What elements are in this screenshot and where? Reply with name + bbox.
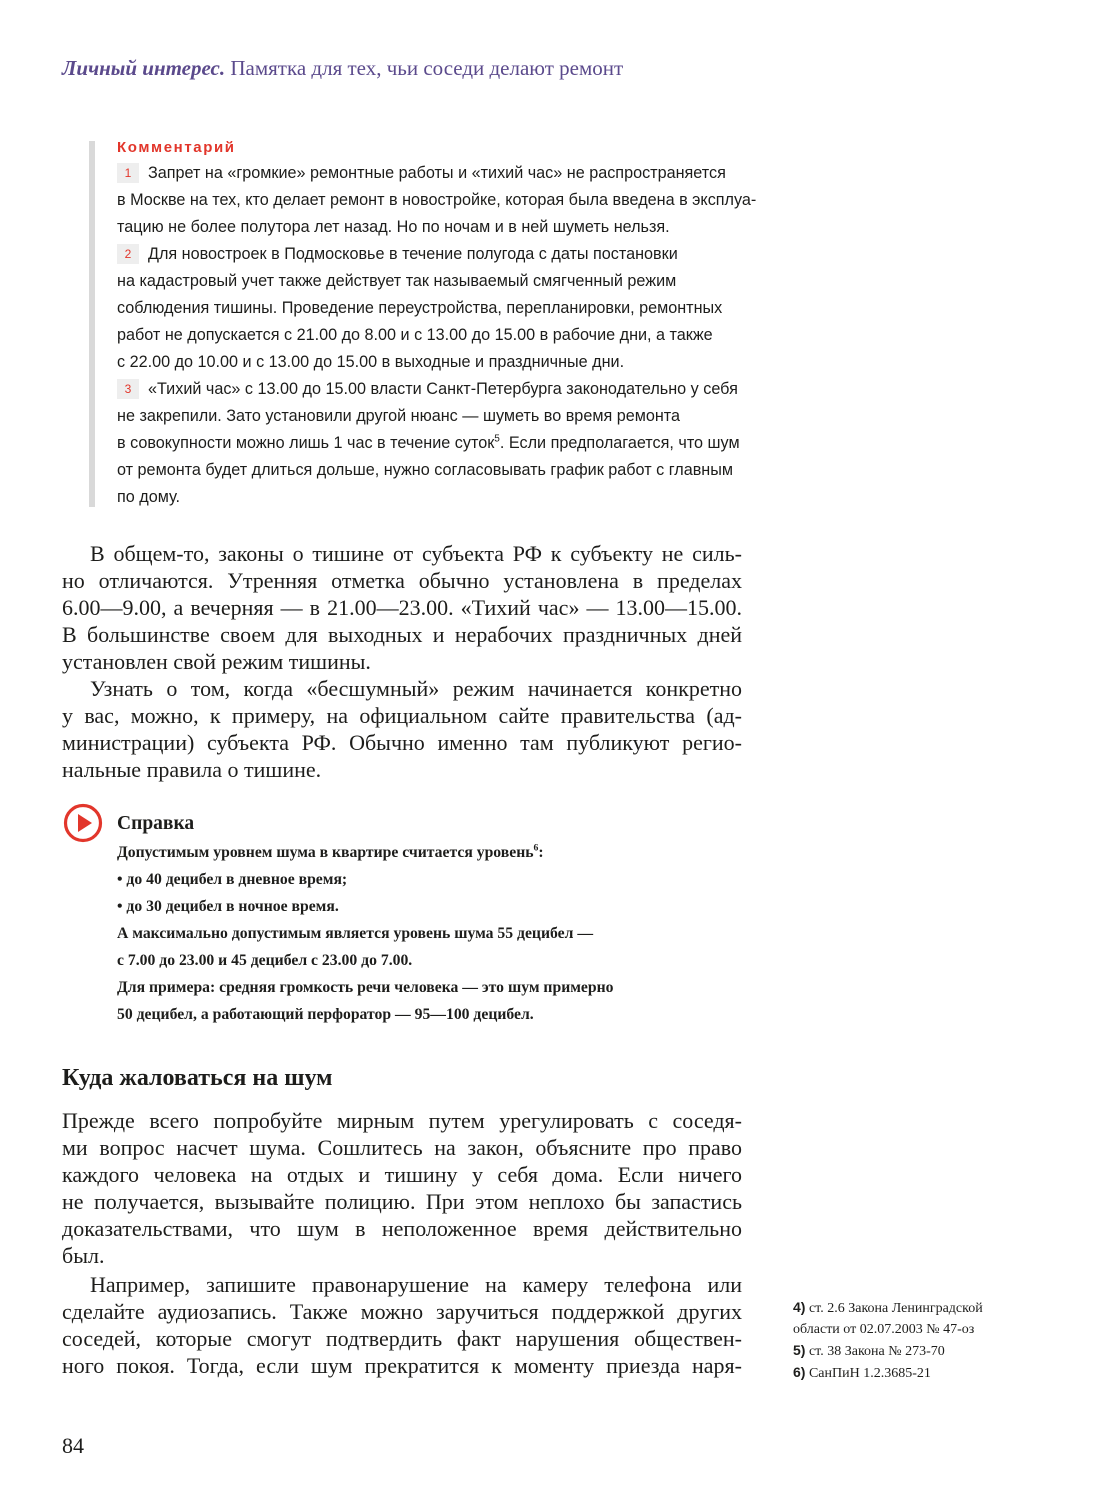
comment-item-3-line: от ремонта будет длиться дольше, нужно согласовывать график работ с главным bbox=[117, 461, 734, 479]
comment-item-2-line: с 22.00 до 10.00 и с 13.00 до 15.00 в выходные и праздничные дни. bbox=[117, 353, 625, 371]
play-circle-icon bbox=[63, 803, 103, 843]
comment-block bbox=[117, 136, 757, 511]
info-line: 50 децибел, а работающий перфоратор — 95—100 децибел. bbox=[117, 1006, 534, 1023]
comment-item-2-line: соблюдения тишины. Проведение переустройства, перепланировки, ремонтных bbox=[117, 299, 723, 317]
comment-number-badge: 2 bbox=[117, 244, 139, 264]
footnotes bbox=[793, 1298, 1053, 1385]
footnote-ref: 6 bbox=[533, 842, 539, 854]
info-bullet: • до 30 децибел в ночное время. bbox=[117, 898, 339, 915]
comment-item-1-line: 1 Запрет на «громкие» ремонтные работы и «тихий час» не распространяется bbox=[117, 160, 757, 187]
section-heading: Куда жаловаться на шум bbox=[62, 1065, 333, 1091]
info-title: Справка bbox=[117, 813, 195, 834]
footnote: 5) ст. 38 Закона № 273-70 bbox=[793, 1342, 945, 1359]
body-paragraph: Узнать о том, когда «бесшумный» режим начинается конкретно у вас, можно, к примеру, на официальном сайте правительства (ад- министрации) субъекта РФ. Обычно именно там публикуют регио- нальные правила о тишине. bbox=[62, 676, 742, 782]
comment-number-badge: 3 bbox=[117, 379, 139, 399]
comment-item-3-line: по дому. bbox=[117, 488, 180, 506]
comment-item-2-line: на кадастровый учет также действует так называемый смягченный режим bbox=[117, 272, 677, 290]
comment-item-1-line: в Москве на тех, кто делает ремонт в новостройке, которая была введена в эксплуа- bbox=[117, 191, 757, 209]
comment-item-2-line: 2 Для новостроек в Подмосковье в течение полугода с даты постановки bbox=[117, 241, 757, 268]
footnote: 4) ст. 2.6 Закона Ленинградской bbox=[793, 1299, 983, 1316]
comment-item-2-line: работ не допускается с 21.00 до 8.00 и с 13.00 до 15.00 в рабочие дни, а также bbox=[117, 326, 713, 344]
footnote-continuation: области от 02.07.2003 № 47-оз bbox=[793, 1322, 975, 1337]
info-line: А максимально допустимым является уровень шума 55 децибел — bbox=[117, 925, 594, 942]
info-line: с 7.00 до 23.00 и 45 децибел с 23.00 до 7.00. bbox=[117, 952, 413, 969]
footnote-ref: 5 bbox=[494, 433, 500, 445]
comment-item-1-line: тацию не более полутора лет назад. Но по ночам и в ней шуметь нельзя. bbox=[117, 218, 670, 236]
body-paragraph: Например, запишите правонарушение на камеру телефона или сделайте аудиозапись. Также можно заручиться поддержкой других соседей, которые смогут подтвердить факт нарушения обществен- ного покоя. Тогда, если шум прекратится к моменту приезда наря- bbox=[62, 1272, 742, 1378]
info-bullet: • до 40 децибел в дневное время; bbox=[117, 871, 348, 888]
comment-number-badge: 1 bbox=[117, 163, 139, 183]
info-intro: Допустимым уровнем шума в квартире считается уровень$^6$: bbox=[117, 842, 544, 861]
header-title-rest: Памятка для тех, чьи соседи делают ремонт bbox=[230, 56, 624, 80]
comment-item-3-line: в совокупности можно лишь 1 час в течение суток$^5$. Если предполагается, что шум bbox=[117, 433, 740, 452]
footnote: 6) СанПиН 1.2.3685-21 bbox=[793, 1364, 931, 1381]
page-number: 84 bbox=[62, 1433, 84, 1458]
body-paragraph: В общем-то, законы о тишине от субъекта РФ к субъекту не силь- но отличаются. Утренняя отметка обычно установлена в пределах 6.00—9.00, а вечерняя — в 21.00—23.00. «Тихий час» — 13.00—15.00. В большинстве своем для выходных и нерабочих праздничных дней установлен свой режим тишины. bbox=[62, 541, 742, 674]
info-block bbox=[117, 811, 757, 1028]
running-header bbox=[62, 54, 1042, 82]
header-title-bold: Личный интерес. bbox=[62, 56, 226, 80]
body-paragraph: Прежде всего попробуйте мирным путем урегулировать с соседя- ми вопрос насчет шума. Сошлитесь на закон, объясните про право каждого человека на отдых и тишину у себя дома. Если ничего не получается, вызывайте полицию. При этом неплохо бы запастись доказательствами, что шум в неположенное время действительно был. bbox=[62, 1108, 742, 1268]
info-line: Для примера: средняя громкость речи человека — это шум примерно bbox=[117, 979, 614, 996]
comment-item-3-line: 3 «Тихий час» с 13.00 до 15.00 власти Санкт-Петербурга законодательно у себя bbox=[117, 376, 757, 403]
comment-side-bar bbox=[89, 141, 95, 507]
comment-item-3-line: не закрепили. Зато установили другой нюанс — шуметь во время ремонта bbox=[117, 407, 681, 425]
comment-title: Комментарий bbox=[117, 139, 236, 156]
